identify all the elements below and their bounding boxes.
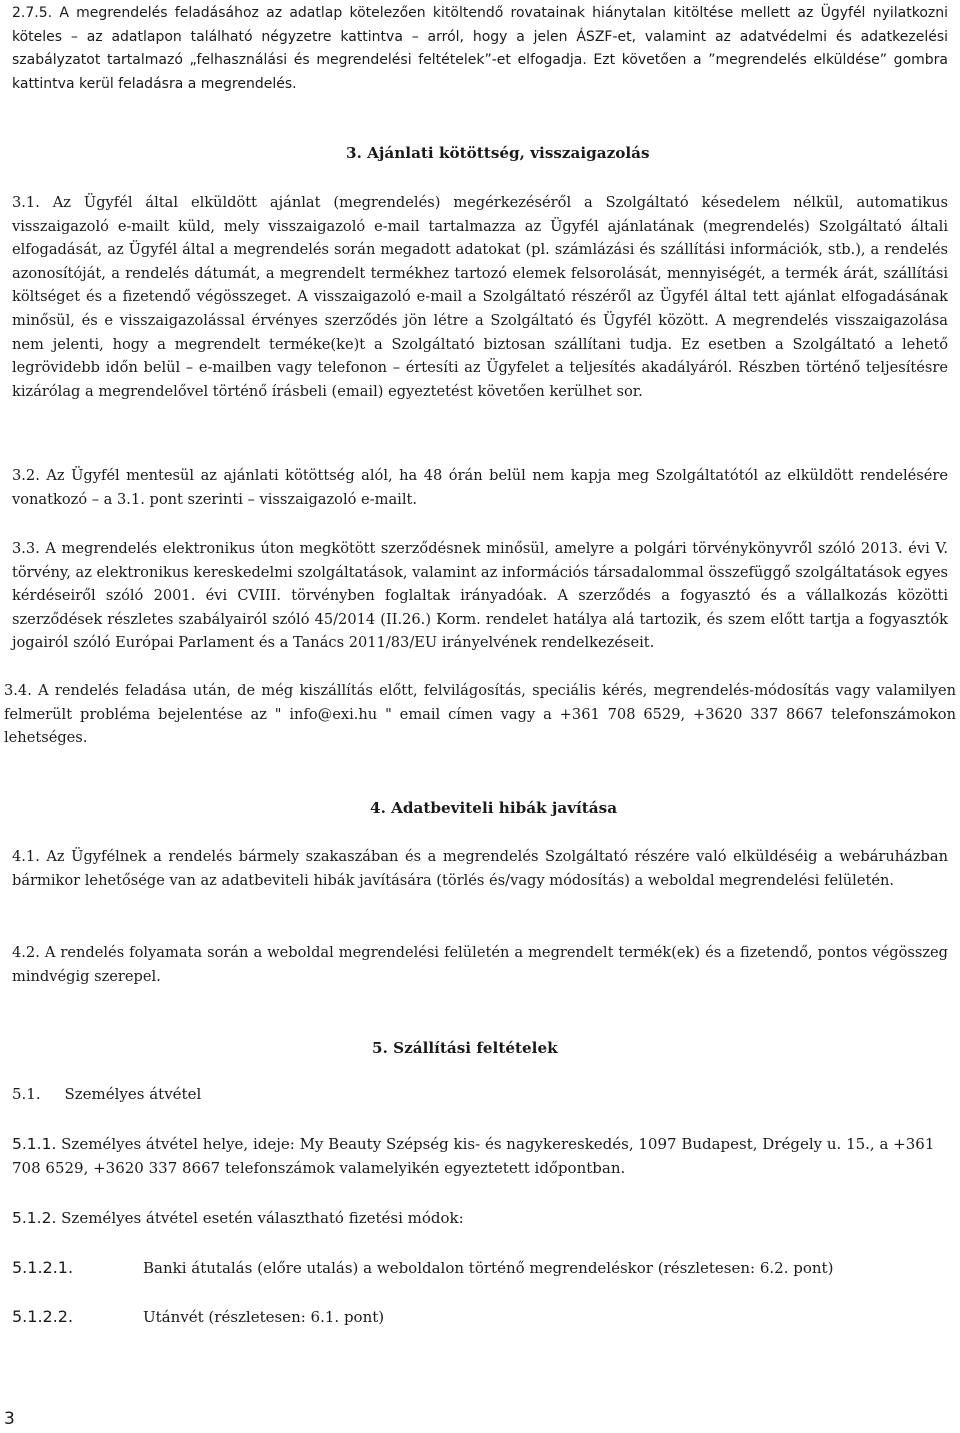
subsection-5-1-2-2-text: Utánvét (részletesen: 6.1. pont) xyxy=(143,1308,385,1326)
paragraph-4-2: 4.2. A rendelés folyamata során a weboldal megrendelési felületén a megrendelt termék(ek) és a fizetendő, pontos végösszeg mindvégig szerepel. xyxy=(12,944,948,985)
paragraph-2-7-5: 2.7.5. A megrendelés feladásához az adatlap kötelezően kitöltendő rovatainak hiánytalan kitöltése mellett az Ügyfél nyilatkozni köteles – az adatlapon található négyzetre kattintva – arról, hogy a jelen ÁSZF-et, valamint az adatvédelmi és adatkezelési szabályzatot tartalmazó „felhasználási és megrendelési feltételek”-et elfogadja. Ezt követően a ”megrendelés elküldése” gombra kattintva kerül feladásra a megrendelés. xyxy=(12,5,948,92)
subsection-5-1 xyxy=(12,1085,201,1103)
page-number: 3 xyxy=(4,1409,15,1429)
subsection-5-1-1-line1 xyxy=(12,1135,934,1153)
subsection-number: 5.1. xyxy=(12,1085,41,1103)
section-heading-5: 5. Szállítási feltételek xyxy=(372,1039,558,1057)
paragraph-3-3: 3.3. A megrendelés elektronikus úton megkötött szerződésnek minősül, amelyre a polgári törvénykönyvről szóló 2013. évi V. törvény, az elektronikus kereskedelmi szolgáltatások, valamint az információs társadalommal összefüggő szolgáltatások egyes kérdéseiről szóló 2001. évi CVIII. törvényben foglaltak irányadóak. A szerződés a fogyasztó és a vállalkozás közötti szerződések részletes szabályairól szóló 45/2014 (II.26.) Korm. rendelet hatálya alá tartozik, és szem előtt tartja a fogyasztók jogairól szóló Európai Parlament és a Tanács 2011/83/EU irányelvének rendelkezéseit. xyxy=(12,540,948,652)
section-heading-3: 3. Ajánlati kötöttség, visszaigazolás xyxy=(346,144,650,162)
paragraph-3-4: 3.4. A rendelés feladása után, de még kiszállítás előtt, felvilágosítás, speciális kérés, megrendelés-módosítás vagy valamilyen felmerült probléma bejelentése az " info@exi.hu " email címen vagy a +361 708 6529, +3620 337 8667 telefonszámokon lehetséges. xyxy=(4,682,956,747)
subsection-text: Személyes átvétel helye, ideje: My Beauty Szépség kis- és nagykereskedés, 1097 Budapest, Drégely u. 15., a +361 xyxy=(61,1135,935,1153)
subsection-5-1-2-1-text: Banki átutalás (előre utalás) a weboldalon történő megrendeléskor (részletesen: 6.2. pont) xyxy=(143,1259,834,1277)
subsection-text: Személyes átvétel esetén választható fizetési módok: xyxy=(61,1209,464,1227)
section-heading-4: 4. Adatbeviteli hibák javítása xyxy=(370,799,618,817)
paragraph-3-1: 3.1. Az Ügyfél által elküldött ajánlat (megrendelés) megérkezéséről a Szolgáltató késedelem nélkül, automatikus visszaigazoló e-mailt küld, mely visszaigazoló e-mail tartalmazza az Ügyfél ajánlatának (megrendelés) Szolgáltató általi elfogadását, az Ügyfél által a megrendelés során megadott adatokat (pl. számlázási és szállítási információk, stb.), a rendelés azonosítóját, a rendelés dátumát, a megrendelt termékhez tartozó elemek felsorolását, mennyiségét, a termék árát, szállítási költséget és a fizetendő végösszeget. A visszaigazoló e-mail a Szolgáltató részéről az Ügyfél által tett ajánlat elfogadásának minősül, és e visszaigazolással érvényes szerződés jön létre a Szolgáltató és Ügyfél között. A megrendelés visszaigazolása nem jelenti, hogy a megrendelt terméke(ke)t a Szolgáltató biztosan szállítani tudja. Ez esetben a Szolgáltató a lehető legrövidebb időn belül – e-mailben vagy telefonon – értesíti az Ügyfelet a teljesítés akadályáról. Részben történő teljesítésre kizárólag a megrendelővel történő írásbeli (email) egyeztetést követően kerülhet sor. xyxy=(12,194,948,400)
subsection-5-1-2-2-number: 5.1.2.2. xyxy=(12,1307,74,1326)
paragraph-4-1: 4.1. Az Ügyfélnek a rendelés bármely szakaszában és a megrendelés Szolgáltató részére való elküldéséig a webáruházban bármikor lehetősége van az adatbeviteli hibák javítására (törlés és/vagy módosítás) a weboldal megrendelési felületén. xyxy=(12,848,948,889)
subsection-5-1-2-1-number: 5.1.2.1. xyxy=(12,1258,74,1277)
subsection-5-1-2 xyxy=(12,1209,464,1227)
subsection-5-1-1-line2: 708 6529, +3620 337 8667 telefonszámok valamelyikén egyeztetett időpontban. xyxy=(12,1159,626,1177)
subsection-number: 5.1.1. xyxy=(12,1135,57,1153)
paragraph-3-2: 3.2. Az Ügyfél mentesül az ajánlati kötöttség alól, ha 48 órán belül nem kapja meg Szolgáltatótól az elküldött rendelésére vonatkozó – a 3.1. pont szerinti – visszaigazoló e-mailt. xyxy=(12,467,948,508)
subsection-number: 5.1.2. xyxy=(12,1209,57,1227)
subsection-title: Személyes átvétel xyxy=(64,1085,202,1103)
